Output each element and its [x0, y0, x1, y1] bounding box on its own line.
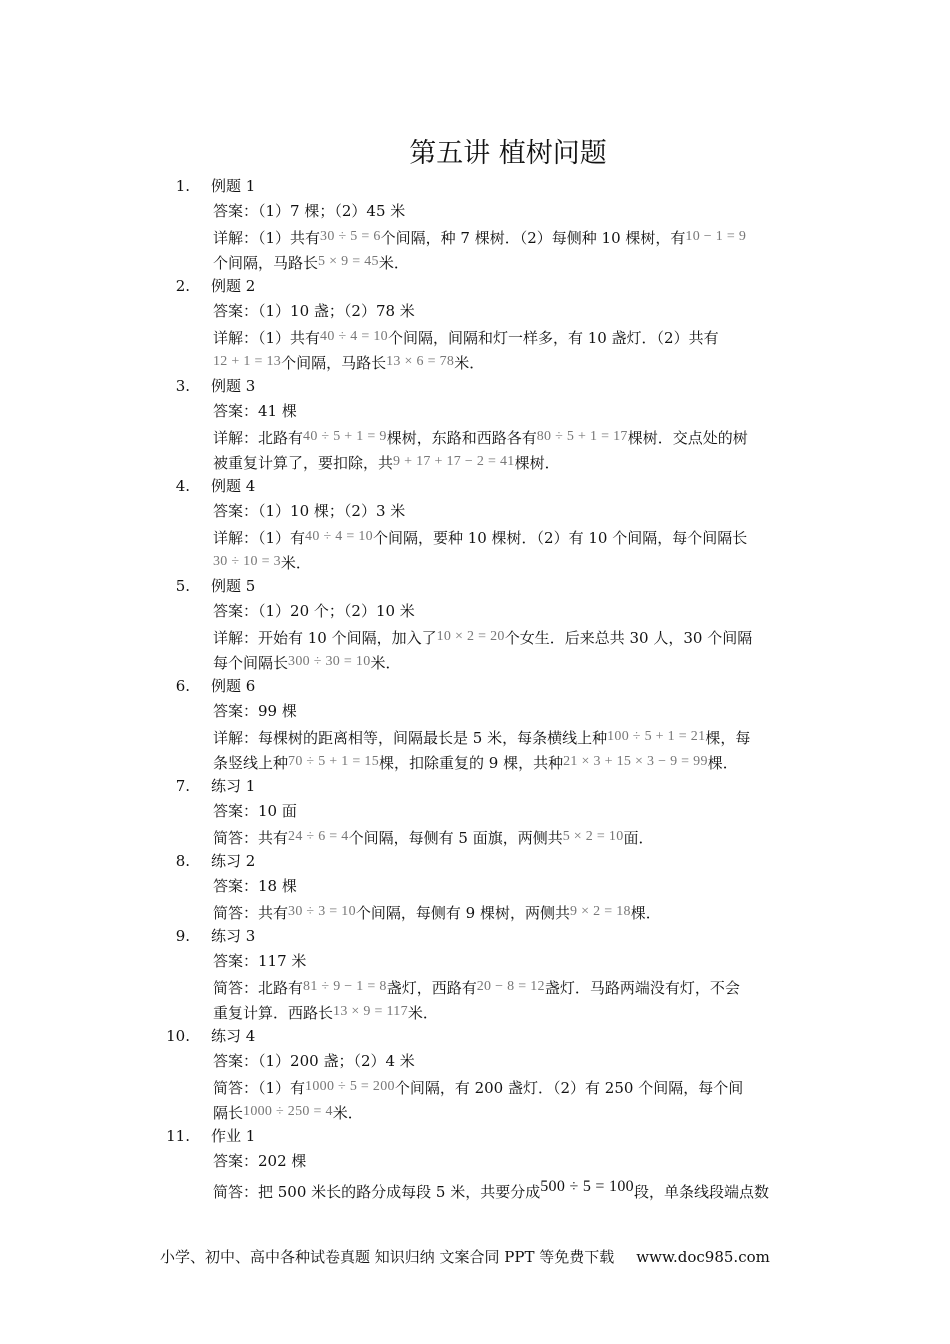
text-segment: 个间隔，马路长 [281, 354, 387, 372]
text-segment: 米． [370, 654, 401, 672]
math-expression: 21 × 3 + 15 × 3 − 9 = 99 [563, 754, 708, 769]
math-expression: 500 ÷ 5 = 100 [540, 1178, 634, 1195]
text-segment: 答案：41 棵 [213, 402, 297, 420]
page-title: 第五讲 植树问题 [409, 138, 607, 169]
explanation-line [213, 449, 560, 476]
math-expression: 70 ÷ 5 + 1 = 15 [288, 754, 379, 769]
text-segment: 详解：每棵树的距离相等，间隔最长是 5 米，每条横线上种 [213, 729, 608, 747]
explanation-line [213, 524, 747, 551]
text-segment: 详解：开始有 10 个间隔，加入了 [213, 629, 437, 647]
answer-line [213, 399, 297, 424]
explanation-line [213, 249, 409, 276]
item-heading: 例题 6 [211, 677, 256, 695]
text-segment: 答案：（1）200 盏；（2）4 米 [213, 1052, 415, 1070]
answer-line [213, 699, 297, 724]
answer-line [213, 1149, 306, 1174]
math-expression: 40 ÷ 5 + 1 = 9 [303, 429, 387, 444]
explanation-line [213, 899, 661, 926]
math-expression: 24 ÷ 6 = 4 [288, 829, 349, 844]
math-expression: 1000 ÷ 250 = 4 [243, 1104, 333, 1119]
item-number: 10. [166, 1027, 190, 1045]
answer-line [213, 499, 405, 524]
item-heading: 例题 5 [211, 577, 256, 595]
text-segment: 详解：（1）共有 [213, 229, 321, 247]
text-segment: 面． [623, 829, 654, 847]
text-segment: 简答：把 500 米长的路分成每段 5 米，共要分成 [213, 1183, 541, 1201]
text-segment: 答案：（1）10 盏；（2）78 米 [213, 302, 415, 320]
explanation-line [213, 649, 401, 676]
text-segment: 每个间隔长 [213, 654, 289, 672]
item-number: 3. [175, 377, 190, 395]
explanation-line [213, 724, 750, 751]
math-expression: 100 ÷ 5 + 1 = 21 [607, 729, 706, 744]
item-heading: 练习 1 [211, 777, 256, 795]
text-segment: 答案：117 米 [213, 952, 307, 970]
text-segment: 米． [280, 554, 311, 572]
item-heading: 练习 4 [211, 1027, 256, 1045]
item-number: 4. [175, 477, 190, 495]
text-segment: 答案：99 棵 [213, 702, 297, 720]
item-heading: 例题 3 [211, 377, 256, 395]
math-expression: 80 ÷ 5 + 1 = 17 [536, 429, 628, 444]
text-segment: 答案：202 棵 [213, 1152, 307, 1170]
text-segment: 简答：北路有 [213, 979, 304, 997]
text-segment: 答案：（1）20 个；（2）10 米 [213, 602, 415, 620]
math-expression: 10 × 2 = 20 [436, 629, 505, 644]
text-segment: 棵，每 [705, 729, 751, 747]
answer-line [213, 874, 297, 899]
item-heading: 练习 2 [211, 852, 256, 870]
math-expression: 20 − 8 = 12 [476, 979, 545, 994]
explanation-line [213, 974, 740, 1001]
explanation-line [213, 424, 748, 451]
text-segment: 个间隔，要种 10 棵树．（2）有 10 个间隔，每个间隔长 [372, 529, 748, 547]
item-number: 8. [175, 852, 190, 870]
text-segment: 个间隔，种 7 棵树．（2）每侧种 10 棵树，有 [380, 229, 686, 247]
item-heading: 作业 1 [211, 1127, 256, 1145]
text-segment: 米． [407, 1004, 438, 1022]
text-segment: 棵，扣除重复的 9 棵，共种 [379, 754, 564, 772]
text-segment: 个间隔，有 200 盏灯．（2）有 250 个间隔，每个间 [394, 1079, 744, 1097]
math-expression: 40 ÷ 4 = 10 [305, 529, 373, 544]
text-segment: 棵． [707, 754, 738, 772]
text-segment: 棵树，东路和西路各有 [386, 429, 537, 447]
answer-line [213, 799, 297, 824]
item-number: 1. [175, 177, 190, 195]
text-segment: 简答：共有 [213, 829, 289, 847]
text-segment: 盏灯，西路有 [386, 979, 477, 997]
math-expression: 13 × 6 = 78 [386, 354, 455, 369]
math-expression: 9 × 2 = 18 [570, 904, 631, 919]
math-expression: 30 ÷ 10 = 3 [213, 554, 281, 569]
explanation-line [213, 1074, 743, 1101]
text-segment: 米． [332, 1104, 363, 1122]
item-heading: 例题 4 [211, 477, 256, 495]
math-expression: 13 × 9 = 117 [333, 1004, 408, 1019]
explanation-line [213, 999, 438, 1026]
page-footer [160, 1246, 770, 1267]
text-segment: 答案：10 面 [213, 802, 297, 820]
math-expression: 30 ÷ 5 = 6 [320, 229, 381, 244]
explanation-line [213, 224, 746, 251]
text-segment: 个间隔，间隔和灯一样多，有 10 盏灯．（2）共有 [387, 329, 719, 347]
math-expression: 5 × 9 = 45 [318, 254, 379, 269]
text-segment: 简答：（1）有 [213, 1079, 306, 1097]
text-segment: 段，单条线段端点数 [633, 1183, 769, 1201]
text-segment: 详解：（1）共有 [213, 329, 321, 347]
math-expression: 10 − 1 = 9 [685, 229, 747, 244]
text-segment: 个女生．后来总共 30 人，30 个间隔 [504, 629, 753, 647]
text-segment: 盏灯．马路两端没有灯，不会 [544, 979, 740, 997]
answer-line [213, 1049, 415, 1074]
text-segment: 答案：18 棵 [213, 877, 297, 895]
explanation-line [213, 1099, 363, 1126]
text-segment: 条竖线上种 [213, 754, 289, 772]
math-expression: 40 ÷ 4 = 10 [320, 329, 388, 344]
text-segment: 米． [378, 254, 409, 272]
text-segment: 隔长 [213, 1104, 244, 1122]
text-segment: 详解：北路有 [213, 429, 304, 447]
math-expression: 1000 ÷ 5 = 200 [305, 1079, 395, 1094]
answer-line [213, 199, 405, 224]
explanation-line [213, 1174, 769, 1205]
text-segment: 棵树． [514, 454, 560, 472]
text-segment: 个间隔，每侧有 5 面旗，两侧共 [348, 829, 563, 847]
text-segment: 棵树．交点处的树 [627, 429, 748, 447]
text-segment: 简答：共有 [213, 904, 289, 922]
text-segment: 被重复计算了，要扣除，共 [213, 454, 394, 472]
math-expression: 30 ÷ 3 = 10 [288, 904, 356, 919]
explanation-line [213, 324, 719, 351]
item-number: 11. [166, 1127, 190, 1145]
answer-line [213, 949, 306, 974]
explanation-line [213, 549, 311, 576]
item-number: 9. [175, 927, 190, 945]
explanation-line [213, 624, 752, 651]
math-expression: 300 ÷ 30 = 10 [288, 654, 371, 669]
explanation-line [213, 824, 654, 851]
math-expression: 81 ÷ 9 − 1 = 8 [303, 979, 387, 994]
item-number: 5. [175, 577, 190, 595]
footer-site: www.doc985.com [636, 1248, 770, 1266]
text-segment: 个间隔，每侧有 9 棵树，两侧共 [355, 904, 570, 922]
text-segment: 答案：（1）10 棵；（2）3 米 [213, 502, 406, 520]
explanation-line [213, 749, 738, 776]
math-expression: 9 + 17 + 17 − 2 = 41 [393, 454, 515, 469]
item-heading: 例题 1 [211, 177, 256, 195]
answer-line [213, 299, 415, 324]
math-expression: 12 + 1 = 13 [213, 354, 282, 369]
footer-text: 小学、初中、高中各种试卷真题 知识归纳 文案合同 PPT 等免费下载 [160, 1248, 615, 1266]
text-segment: 重复计算．西路长 [213, 1004, 334, 1022]
math-expression: 5 × 2 = 10 [562, 829, 624, 844]
item-number: 2. [175, 277, 190, 295]
text-segment: 详解：（1）有 [213, 529, 306, 547]
item-number: 7. [175, 777, 190, 795]
text-segment: 答案：（1）7 棵；（2）45 米 [213, 202, 406, 220]
text-segment: 个间隔，马路长 [213, 254, 319, 272]
item-heading: 例题 2 [211, 277, 256, 295]
explanation-line [213, 349, 484, 376]
text-segment: 米． [454, 354, 485, 372]
item-number: 6. [175, 677, 190, 695]
answer-line [213, 599, 415, 624]
item-heading: 练习 3 [211, 927, 256, 945]
text-segment: 棵． [630, 904, 661, 922]
